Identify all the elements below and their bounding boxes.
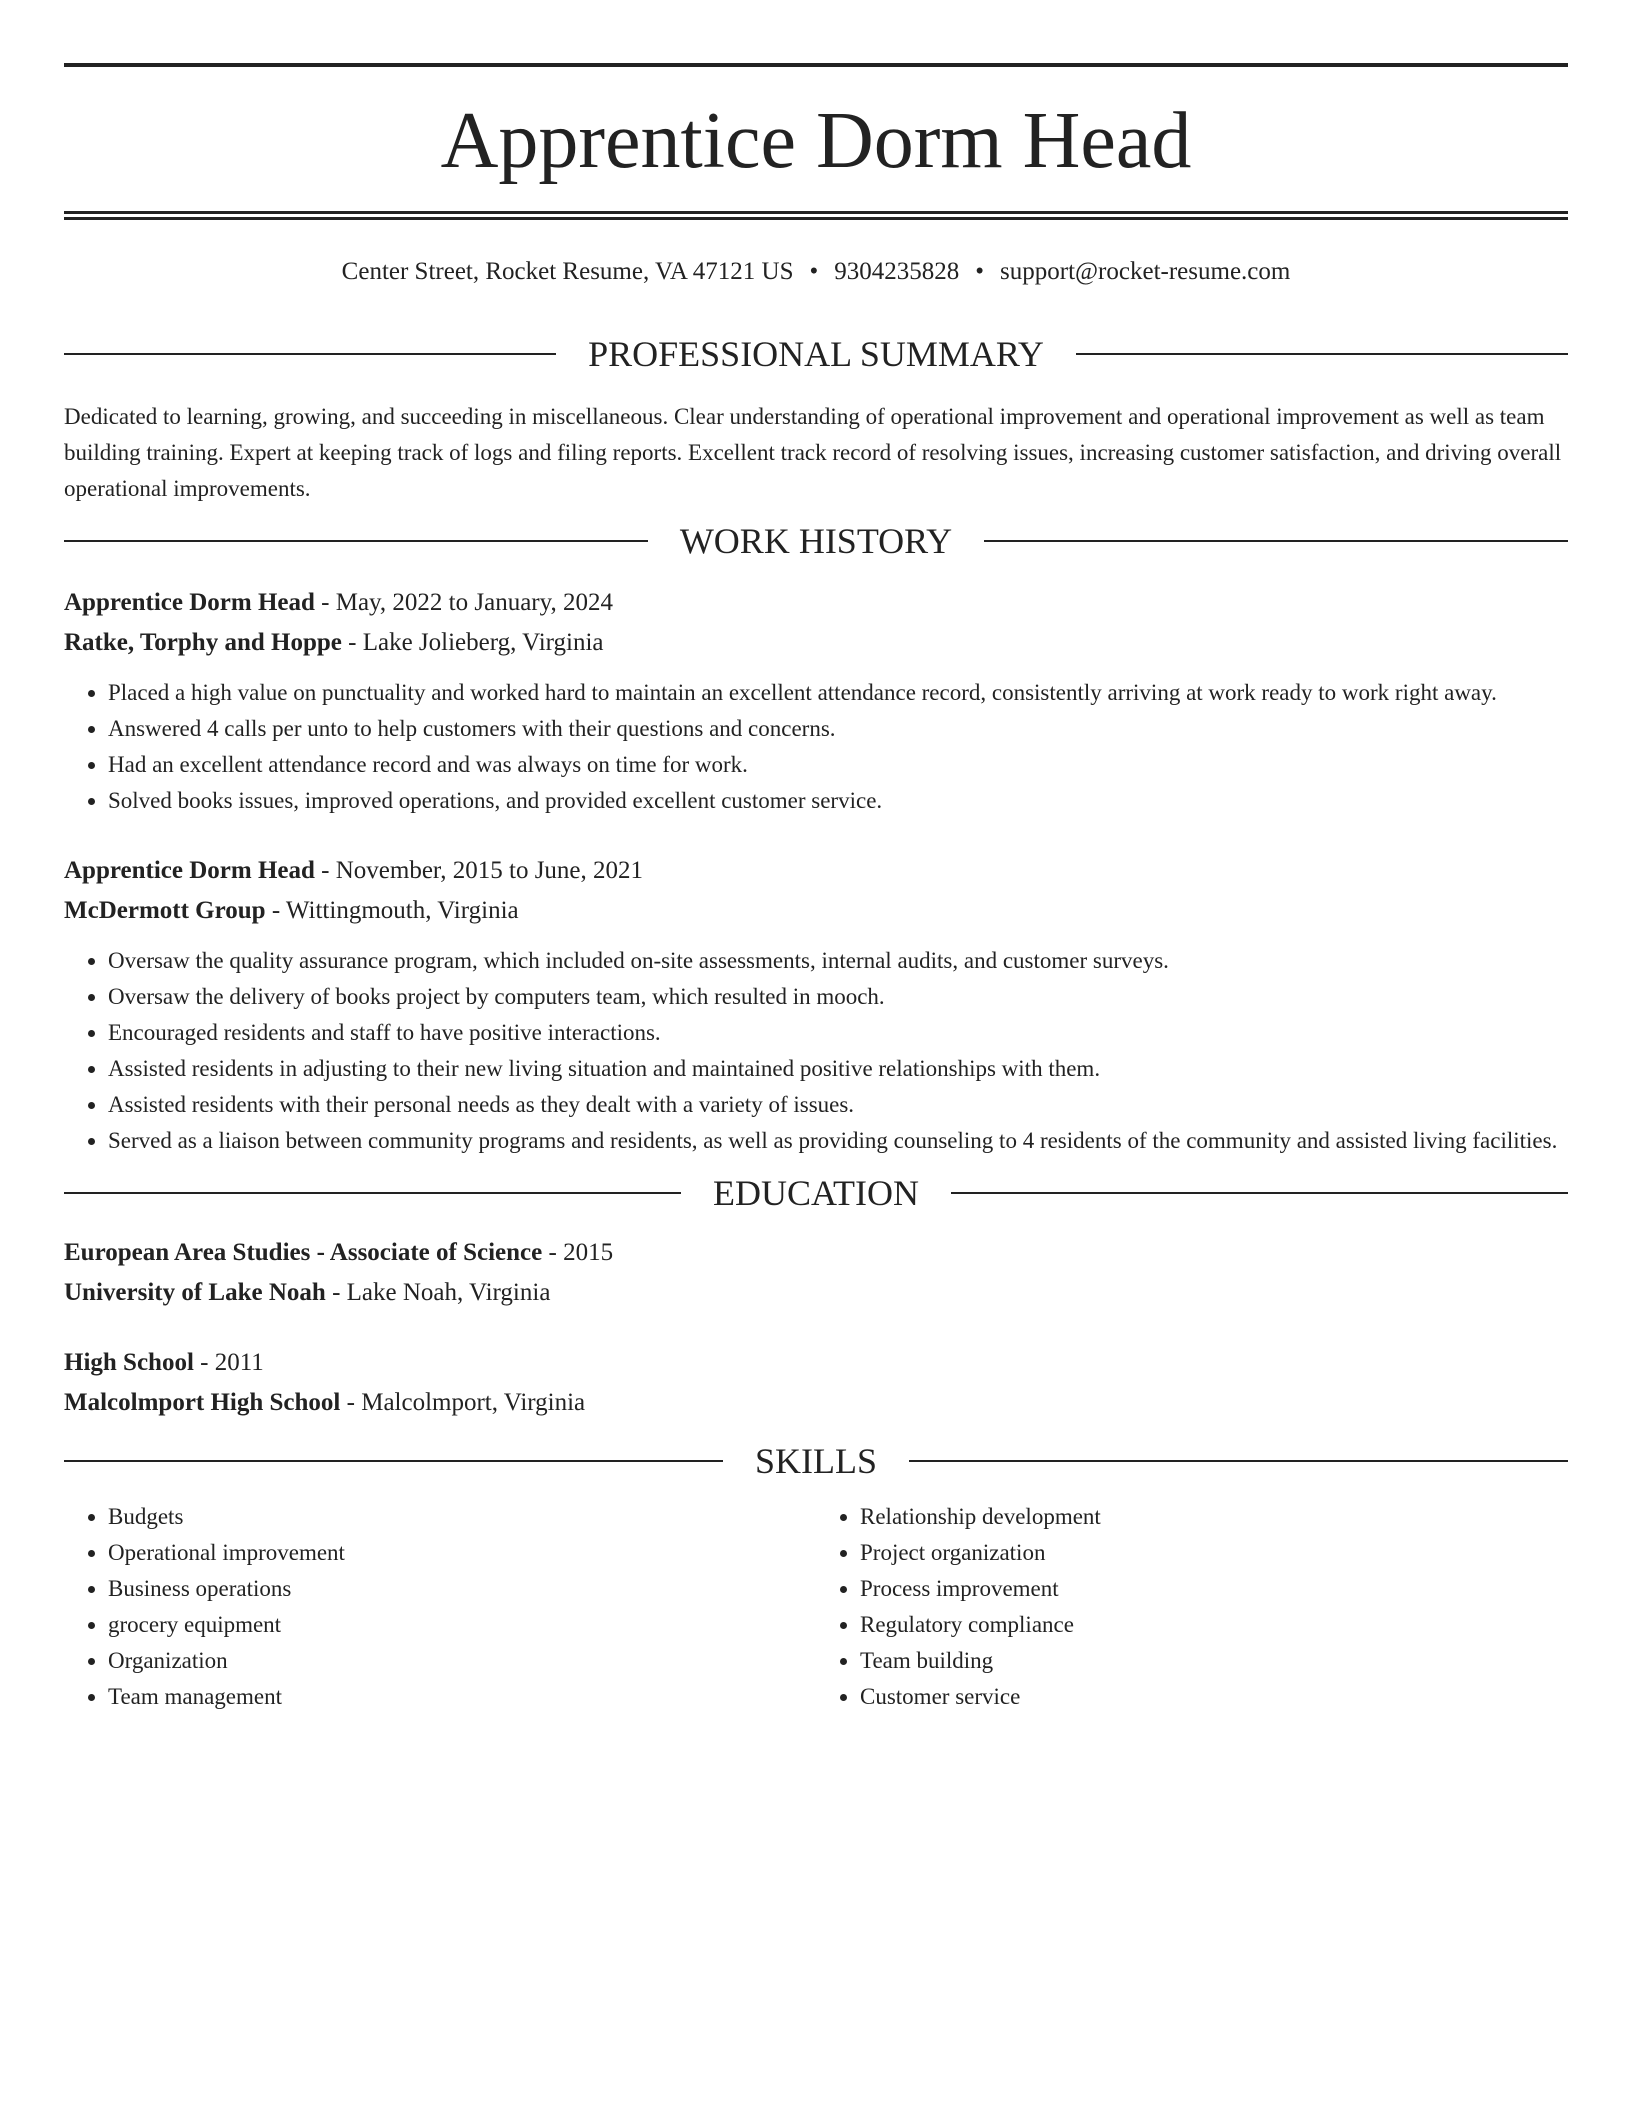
skill-item: • grocery equipment [108, 1607, 816, 1643]
degree-line [64, 1343, 1568, 1383]
education-entry [64, 1233, 1568, 1313]
section-heading-summary [64, 336, 1568, 372]
job-bullet: • Oversaw the quality assurance program, which included on-site assessments, internal audits, and customer surveys. [108, 943, 1568, 979]
job-dates: - May, 2022 to January, 2024 [314, 589, 614, 616]
school-location: - Malcolmport, Virginia [340, 1389, 586, 1416]
resume-title: Apprentice Dorm Head [440, 97, 1192, 185]
job-title: Apprentice Dorm Head [64, 857, 315, 884]
skill-item: • Team building [860, 1643, 1568, 1679]
degree-year: - 2011 [193, 1349, 264, 1376]
degree: European Area Studies - Associate of Science [64, 1239, 543, 1266]
job-bullet: • Served as a liaison between community programs and residents, as well as providing counseling to 4 residents of the community and assisted living facilities. [108, 1123, 1568, 1159]
heading-rule [64, 353, 556, 355]
heading-rule [909, 1460, 1568, 1462]
resume-content [64, 0, 1568, 1715]
skill-item: • Business operations [108, 1571, 816, 1607]
job-bullet: • Assisted residents with their personal needs as they dealt with a variety of issues. [108, 1087, 1568, 1123]
skill-item: • Relationship development [860, 1499, 1568, 1535]
heading-rule [984, 540, 1568, 542]
job-entry [64, 851, 1568, 1159]
degree-year: - 2015 [542, 1239, 614, 1266]
job-bullet: • Oversaw the delivery of books project by computers team, which resulted in mooch. [108, 979, 1568, 1015]
section-heading-work-history [64, 523, 1568, 559]
skill-item: • Customer service [860, 1679, 1568, 1715]
job-company: Ratke, Torphy and Hoppe [64, 629, 342, 656]
skill-item: • Budgets [108, 1499, 816, 1535]
job-bullet: • Encouraged residents and staff to have positive interactions. [108, 1015, 1568, 1051]
skill-item: • Project organization [860, 1535, 1568, 1571]
skills-list [64, 1499, 1568, 1715]
school-line [64, 1383, 1568, 1423]
section-title: WORK HISTORY [679, 521, 953, 561]
heading-rule [1076, 353, 1568, 355]
job-bullets [64, 943, 1568, 1159]
job-entry [64, 583, 1568, 819]
contact-address: Center Street, Rocket Resume, VA 47121 US [341, 258, 794, 285]
contact-phone: 9304235828 [834, 258, 960, 285]
contact-line [64, 258, 1568, 286]
degree: High School [64, 1349, 194, 1376]
job-title-line [64, 851, 1568, 891]
title-double-rule [64, 211, 1568, 220]
skills-column-left [64, 1499, 816, 1715]
job-title: Apprentice Dorm Head [64, 589, 315, 616]
job-bullet: • Answered 4 calls per unto to help customers with their questions and concerns. [108, 711, 1568, 747]
school: Malcolmport High School [64, 1389, 341, 1416]
section-title: SKILLS [755, 1441, 878, 1481]
education-entry [64, 1343, 1568, 1423]
job-title-line [64, 583, 1568, 623]
degree-line [64, 1233, 1568, 1273]
heading-rule [64, 1192, 681, 1194]
heading-rule [64, 540, 648, 542]
section-heading-skills [64, 1443, 1568, 1479]
heading-rule [64, 1460, 723, 1462]
job-company-line [64, 891, 1568, 931]
skill-item: • Regulatory compliance [860, 1607, 1568, 1643]
skill-item: • Process improvement [860, 1571, 1568, 1607]
job-company-line [64, 623, 1568, 663]
summary-text: Dedicated to learning, growing, and succeeding in miscellaneous. Clear understanding of operational improvement and operational improvement as well as team building training. Expert at keeping track of logs and filing reports. Excellent track record of resolving issues, increasing customer satisfaction, and driving overall operational improvements. [64, 404, 1562, 501]
job-bullets [64, 675, 1568, 819]
contact-separator: • [975, 258, 985, 285]
job-location: - Lake Jolieberg, Virginia [341, 629, 604, 656]
skill-item: • Organization [108, 1643, 816, 1679]
skills-column-right [816, 1499, 1568, 1715]
contact-separator: • [809, 258, 819, 285]
section-title: EDUCATION [713, 1173, 919, 1213]
section-title: PROFESSIONAL SUMMARY [588, 334, 1044, 374]
job-dates: - November, 2015 to June, 2021 [314, 857, 644, 884]
job-bullet: • Solved books issues, improved operations, and provided excellent customer service. [108, 783, 1568, 819]
job-bullet: • Had an excellent attendance record and was always on time for work. [108, 747, 1568, 783]
skill-item: • Team management [108, 1679, 816, 1715]
heading-rule [951, 1192, 1568, 1194]
job-company: McDermott Group [64, 897, 266, 924]
job-location: - Wittingmouth, Virginia [265, 897, 519, 924]
section-heading-education [64, 1175, 1568, 1211]
school-line [64, 1273, 1568, 1313]
school-location: - Lake Noah, Virginia [325, 1279, 551, 1306]
job-bullet: • Placed a high value on punctuality and worked hard to maintain an excellent attendance record, consistently arriving at work ready to work right away. [108, 675, 1568, 711]
contact-email[interactable]: support@rocket-resume.com [1000, 258, 1291, 285]
job-bullet: • Assisted residents in adjusting to their new living situation and maintained positive relationships with them. [108, 1051, 1568, 1087]
school: University of Lake Noah [64, 1279, 326, 1306]
skill-item: • Operational improvement [108, 1535, 816, 1571]
